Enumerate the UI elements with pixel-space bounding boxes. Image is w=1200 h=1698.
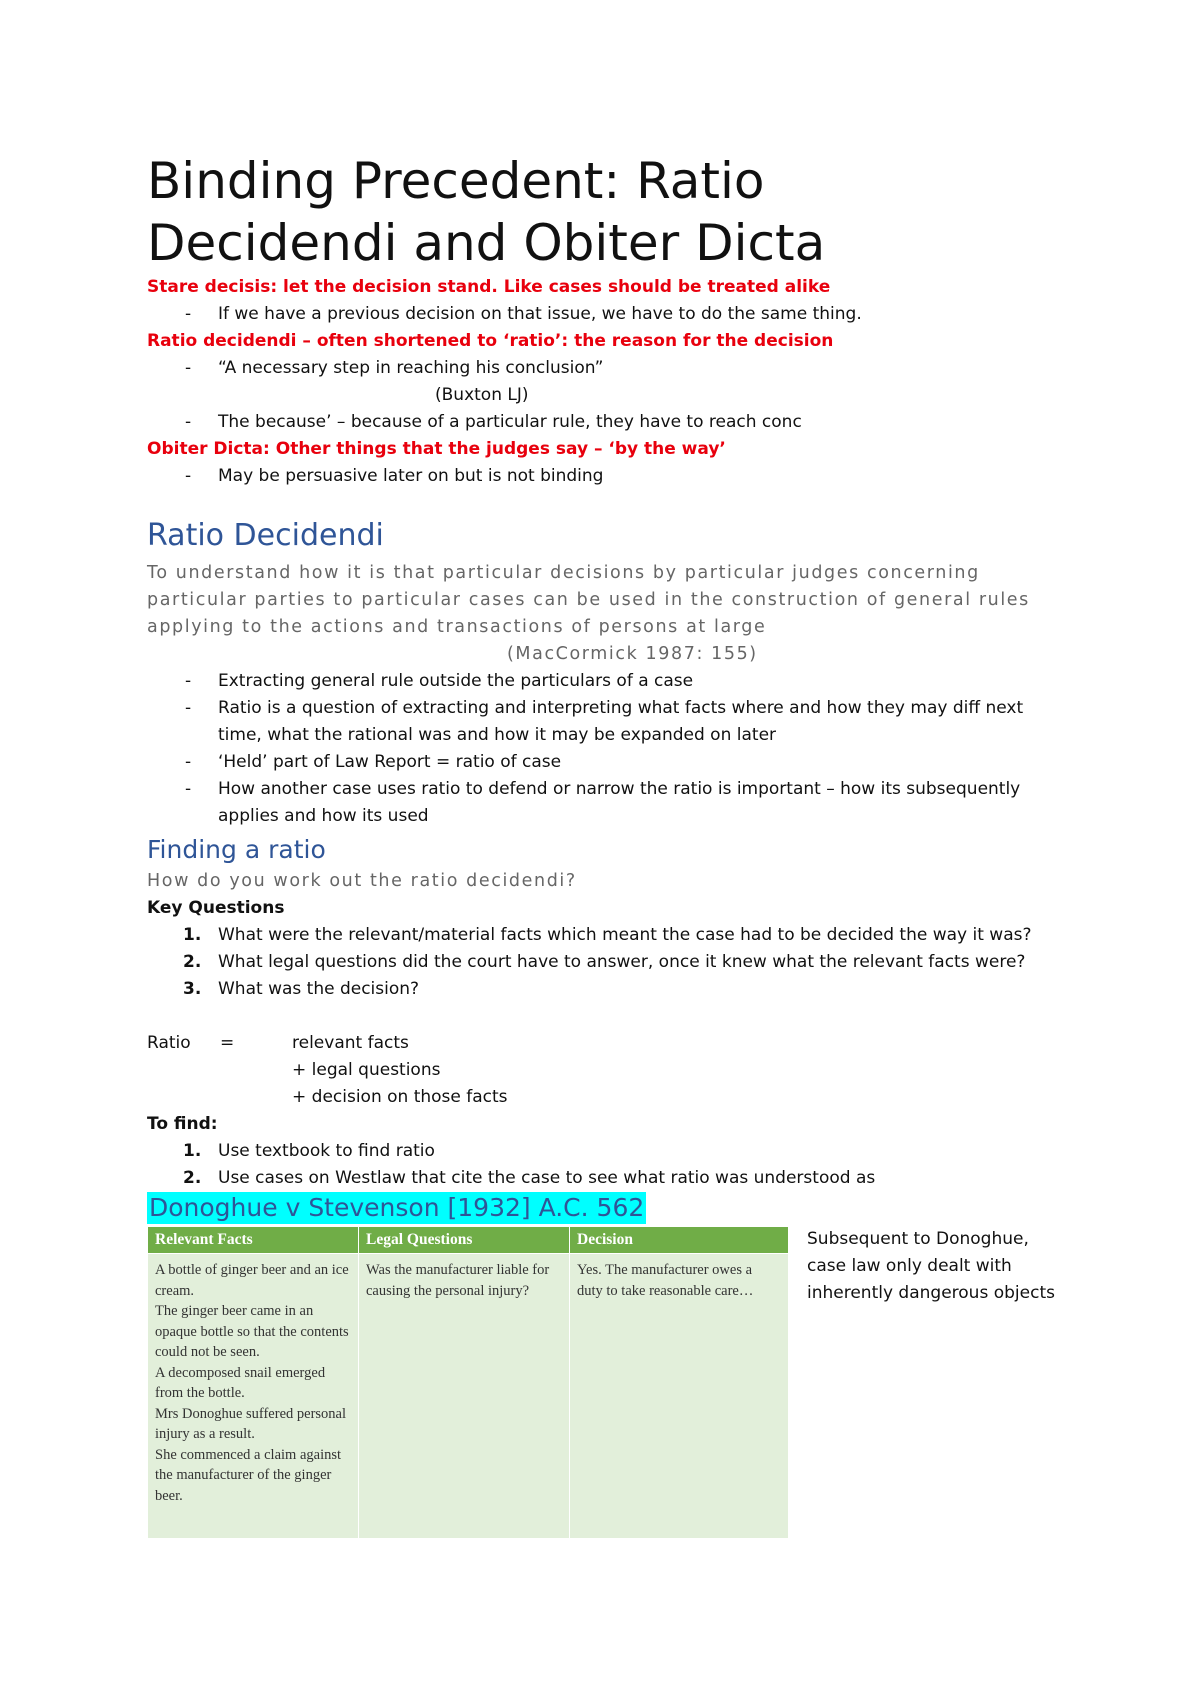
list-number: 1. [183, 1141, 202, 1161]
fact-line: A bottle of ginger beer and an ice cream. [155, 1262, 349, 1299]
formula-line-1: relevant facts [292, 1033, 409, 1053]
document-title [147, 150, 1047, 274]
list-item [147, 922, 1047, 949]
fact-line: A decomposed snail emerged from the bottle. [155, 1364, 326, 1401]
decision-cell: Yes. The manufacturer owes a duty to take reasonable care… [570, 1254, 789, 1539]
obiter-dicta-heading: Obiter Dicta: Other things that the judges say – ‘by the way’ [147, 439, 726, 459]
column-header: Decision [570, 1227, 789, 1254]
list-number: 2. [183, 1168, 202, 1188]
list-number: 2. [183, 952, 202, 972]
list-item: - How another case uses ratio to defend or narrow the ratio is important – how its subsequently applies and how its used [147, 776, 1047, 830]
quote-line: particular parties to particular cases can be used in the construction of general rules [147, 590, 1030, 610]
title-line-2: Decidendi and Obiter Dicta [147, 214, 826, 272]
list-number: 3. [183, 979, 202, 999]
ratio-decidendi-section-heading: Ratio Decidendi [147, 518, 384, 553]
to-find-label: To find: [147, 1114, 218, 1134]
list-item [147, 976, 1047, 1003]
quote-line: To understand how it is that particular decisions by particular judges concerning [147, 563, 980, 583]
column-header: Relevant Facts [148, 1227, 359, 1254]
list-text: Use textbook to find ratio [218, 1141, 435, 1161]
obiter-list [147, 463, 1047, 490]
list-item: - Extracting general rule outside the particulars of a case [147, 668, 1047, 695]
list-item: - The because’ – because of a particular rule, they have to reach conc [147, 409, 1047, 436]
buxton-citation: (Buxton LJ) [435, 385, 529, 405]
quote-line: applying to the actions and transactions of persons at large [147, 617, 767, 637]
list-item [147, 1138, 1047, 1165]
key-questions-list [147, 922, 1047, 1003]
formula-left: Ratio [147, 1033, 191, 1053]
list-item: - Ratio is a question of extracting and interpreting what facts where and how they may diff next time, what the rational was and how it may be expanded on later [147, 695, 1047, 749]
list-text: What legal questions did the court have to answer, once it knew what the relevant facts were? [218, 952, 1026, 972]
question-cell: Was the manufacturer liable for causing the personal injury? [359, 1254, 570, 1539]
fact-line: She commenced a claim against the manufacturer of the ginger beer. [155, 1446, 342, 1504]
ratio-intro-list-2 [147, 409, 1047, 436]
side-note: Subsequent to Donoghue, case law only dealt with inherently dangerous objects [807, 1229, 1055, 1303]
column-header: Legal Questions [359, 1227, 570, 1254]
ratio-points-list [147, 668, 1047, 830]
to-find-list [147, 1138, 1047, 1192]
list-item [147, 1165, 1047, 1192]
key-questions-label: Key Questions [147, 898, 285, 918]
maccormick-citation: (MacCormick 1987: 155) [507, 644, 758, 664]
stare-decisis-list [147, 301, 1047, 328]
case-title: Donoghue v Stevenson [1932] A.C. 562 [149, 1193, 645, 1222]
title-line-1: Binding Precedent: Ratio [147, 152, 765, 210]
case-table [147, 1226, 789, 1539]
list-text: What was the decision? [218, 979, 420, 999]
fact-line: Mrs Donoghue suffered personal injury as a result. [155, 1405, 347, 1442]
maccormick-quote [147, 560, 1047, 641]
ratio-intro-list [147, 355, 1047, 382]
formula-line-3: + decision on those facts [292, 1087, 508, 1107]
finding-ratio-heading: Finding a ratio [147, 835, 326, 864]
ratio-formula [147, 1030, 1047, 1111]
ratio-decidendi-heading: Ratio decidendi – often shortened to ‘ratio’: the reason for the decision [147, 331, 834, 351]
stare-decisis-heading: Stare decisis: let the decision stand. Like cases should be treated alike [147, 277, 831, 297]
list-number: 1. [183, 925, 202, 945]
list-item: - May be persuasive later on but is not binding [147, 463, 1047, 490]
table-row [148, 1254, 789, 1539]
table-header-row [148, 1227, 789, 1254]
list-item: - ‘Held’ part of Law Report = ratio of case [147, 749, 1047, 776]
document-page [147, 150, 1055, 1539]
formula-line-2: + legal questions [292, 1060, 441, 1080]
fact-line: The ginger beer came in an opaque bottle so that the contents could not be seen. [155, 1303, 349, 1360]
finding-ratio-subheading: How do you work out the ratio decidendi? [147, 871, 577, 891]
list-text: Use cases on Westlaw that cite the case to see what ratio was understood as [218, 1168, 876, 1188]
list-item [147, 949, 1047, 976]
formula-equals: = [220, 1033, 235, 1053]
facts-cell [148, 1254, 359, 1539]
case-section [147, 1226, 1055, 1539]
list-item: - If we have a previous decision on that issue, we have to do the same thing. [147, 301, 1047, 328]
list-text: What were the relevant/material facts which meant the case had to be decided the way it was? [218, 925, 1032, 945]
list-item: - “A necessary step in reaching his conclusion” [147, 355, 1047, 382]
